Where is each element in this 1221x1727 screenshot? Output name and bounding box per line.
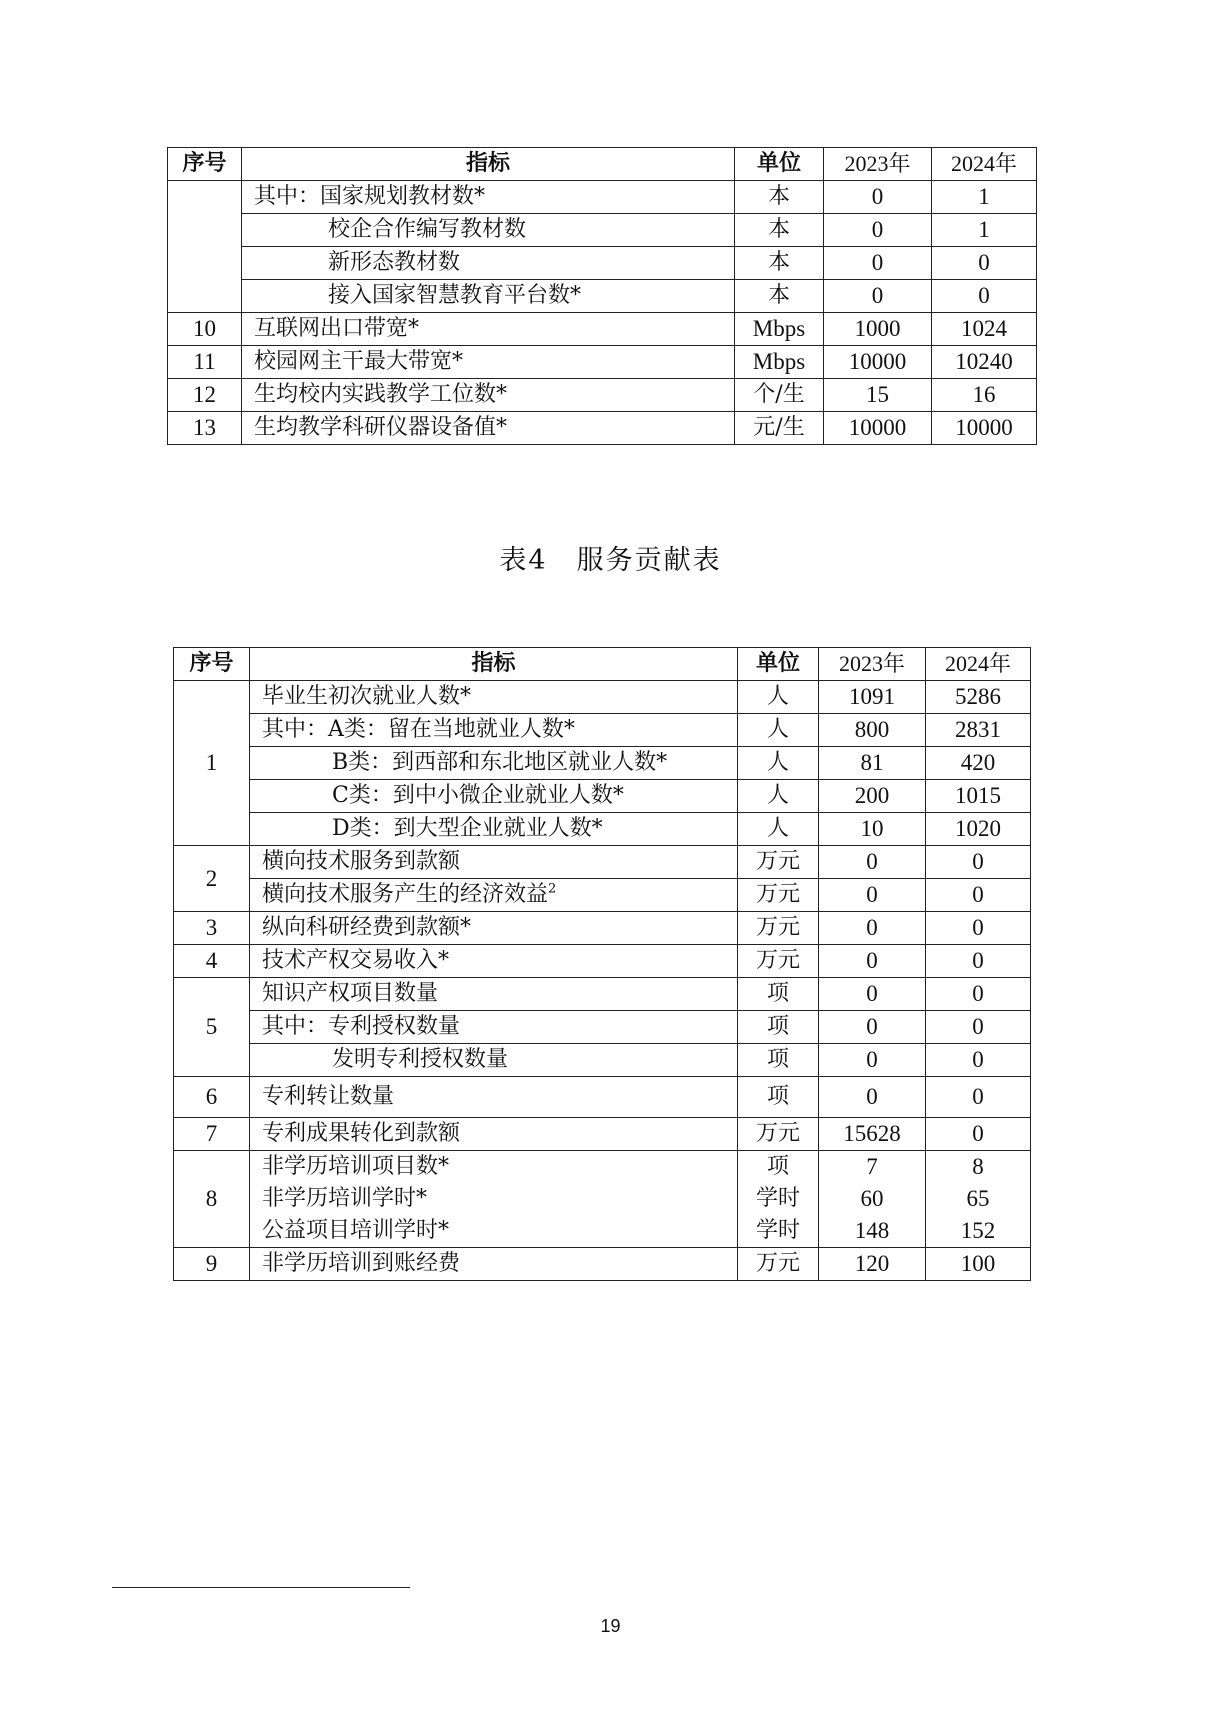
header-no: 序号 — [168, 148, 242, 181]
row-no: 13 — [168, 412, 242, 445]
table-4-caption: 表4 服务贡献表 — [499, 545, 722, 576]
table-row — [174, 747, 1031, 780]
table-header-row — [168, 148, 1037, 181]
row-2023: 7 — [819, 1151, 926, 1184]
row-2023: 10000 — [824, 412, 932, 445]
row-2023: 0 — [819, 945, 926, 978]
row-indicator-cell — [250, 879, 738, 912]
row-no: 12 — [168, 379, 242, 412]
row-unit: 学时 — [738, 1215, 819, 1248]
row-indicator: C类：到中小微企业就业人数* — [250, 780, 738, 813]
row-indicator: 接入国家智慧教育平台数* — [242, 280, 735, 313]
table-row — [168, 181, 1037, 214]
row-no: 4 — [174, 945, 250, 978]
row-unit: 人 — [738, 714, 819, 747]
header-indicator: 指标 — [242, 148, 735, 181]
table-row — [174, 1215, 1031, 1248]
row-2024: 0 — [926, 846, 1031, 879]
row-indicator: 技术产权交易收入* — [250, 945, 738, 978]
row-indicator: 非学历培训到账经费 — [250, 1248, 738, 1281]
table-row — [168, 214, 1037, 247]
row-indicator: B类：到西部和东北地区就业人数* — [250, 747, 738, 780]
row-unit: 人 — [738, 813, 819, 846]
row-2023: 0 — [819, 846, 926, 879]
row-2023: 0 — [824, 214, 932, 247]
header-2023: 2023年 — [824, 148, 932, 181]
row-2023: 81 — [819, 747, 926, 780]
table-row — [174, 1151, 1031, 1184]
footnote-divider — [112, 1587, 410, 1588]
row-2024: 8 — [926, 1151, 1031, 1184]
row-indicator: 校园网主干最大带宽* — [242, 346, 735, 379]
row-2024: 0 — [926, 879, 1031, 912]
row-indicator: D类：到大型企业就业人数* — [250, 813, 738, 846]
row-unit: 本 — [735, 181, 824, 214]
row-2023: 0 — [824, 247, 932, 280]
row-2024: 2831 — [926, 714, 1031, 747]
row-unit: 万元 — [738, 912, 819, 945]
table-row — [174, 813, 1031, 846]
table-row — [174, 846, 1031, 879]
row-indicator: 其中：A类：留在当地就业人数* — [250, 714, 738, 747]
row-indicator: 生均校内实践教学工位数* — [242, 379, 735, 412]
row-2024: 100 — [926, 1248, 1031, 1281]
table-row — [168, 379, 1037, 412]
row-unit: 万元 — [738, 846, 819, 879]
row-no: 8 — [174, 1151, 250, 1248]
header-2023: 2023年 — [819, 648, 926, 681]
row-2023: 0 — [819, 1077, 926, 1118]
table-3-continued — [167, 147, 1037, 445]
row-2024: 1024 — [932, 313, 1037, 346]
row-indicator: 公益项目培训学时* — [250, 1215, 738, 1248]
row-2024: 1 — [932, 214, 1037, 247]
row-2024: 10000 — [932, 412, 1037, 445]
row-indicator: 纵向科研经费到款额* — [250, 912, 738, 945]
row-2023: 15628 — [819, 1118, 926, 1151]
row-2024: 420 — [926, 747, 1031, 780]
row-2023: 0 — [824, 181, 932, 214]
row-indicator: 专利成果转化到款额 — [250, 1118, 738, 1151]
header-unit: 单位 — [735, 148, 824, 181]
header-indicator: 指标 — [250, 648, 738, 681]
row-no: 6 — [174, 1077, 250, 1118]
row-2023: 0 — [819, 912, 926, 945]
row-indicator: 横向技术服务到款额 — [250, 846, 738, 879]
row-unit: 项 — [738, 978, 819, 1011]
table-row — [174, 780, 1031, 813]
table-row — [174, 714, 1031, 747]
row-unit: Mbps — [735, 313, 824, 346]
row-indicator: 非学历培训项目数* — [250, 1151, 738, 1184]
row-unit: 本 — [735, 247, 824, 280]
row-2024: 0 — [926, 912, 1031, 945]
table-row — [168, 346, 1037, 379]
row-no: 1 — [174, 681, 250, 846]
table-row — [174, 912, 1031, 945]
row-2024: 10240 — [932, 346, 1037, 379]
row-indicator: 其中：专利授权数量 — [250, 1011, 738, 1044]
row-2024: 1020 — [926, 813, 1031, 846]
footnote-ref: 2 — [548, 881, 557, 897]
row-2024: 0 — [926, 1077, 1031, 1118]
table-row — [174, 1077, 1031, 1118]
row-2024: 5286 — [926, 681, 1031, 714]
table-row — [174, 1118, 1031, 1151]
row-unit: 元/生 — [735, 412, 824, 445]
row-2024: 0 — [926, 978, 1031, 1011]
row-2024: 16 — [932, 379, 1037, 412]
row-2024: 65 — [926, 1183, 1031, 1215]
row-indicator: 校企合作编写教材数 — [242, 214, 735, 247]
row-2024: 0 — [932, 280, 1037, 313]
row-2023: 148 — [819, 1215, 926, 1248]
row-indicator: 互联网出口带宽* — [242, 313, 735, 346]
row-unit: 项 — [738, 1077, 819, 1118]
row-2024: 1 — [932, 181, 1037, 214]
row-no: 10 — [168, 313, 242, 346]
row-no: 5 — [174, 978, 250, 1077]
table-row — [168, 313, 1037, 346]
row-indicator: 新形态教材数 — [242, 247, 735, 280]
row-unit: 本 — [735, 280, 824, 313]
row-2024: 0 — [926, 1044, 1031, 1077]
row-unit: 项 — [738, 1151, 819, 1184]
row-indicator: 毕业生初次就业人数* — [250, 681, 738, 714]
table-row — [174, 1183, 1031, 1215]
row-unit: 个/生 — [735, 379, 824, 412]
row-2023: 60 — [819, 1183, 926, 1215]
row-no: 9 — [174, 1248, 250, 1281]
row-2023: 0 — [819, 1011, 926, 1044]
row-2024: 0 — [932, 247, 1037, 280]
row-unit: 人 — [738, 747, 819, 780]
row-indicator: 横向技术服务产生的经济效益 — [262, 882, 549, 907]
row-2024: 0 — [926, 1011, 1031, 1044]
row-indicator: 生均教学科研仪器设备值* — [242, 412, 735, 445]
row-unit: 项 — [738, 1011, 819, 1044]
header-no: 序号 — [174, 648, 250, 681]
row-unit: 项 — [738, 1044, 819, 1077]
row-2023: 0 — [824, 280, 932, 313]
row-unit: 人 — [738, 780, 819, 813]
row-2024: 152 — [926, 1215, 1031, 1248]
row-2023: 10000 — [824, 346, 932, 379]
row-2023: 15 — [824, 379, 932, 412]
row-unit: 万元 — [738, 1248, 819, 1281]
table-row — [168, 247, 1037, 280]
table-row — [174, 681, 1031, 714]
row-no: 7 — [174, 1118, 250, 1151]
table-row — [174, 978, 1031, 1011]
row-unit: 人 — [738, 681, 819, 714]
row-unit: 学时 — [738, 1183, 819, 1215]
table-row — [168, 412, 1037, 445]
row-no: 11 — [168, 346, 242, 379]
table-4-service-contribution — [173, 647, 1031, 1281]
row-2023: 200 — [819, 780, 926, 813]
row-unit: 本 — [735, 214, 824, 247]
table-header-row — [174, 648, 1031, 681]
table-row — [168, 280, 1037, 313]
row-2024: 1015 — [926, 780, 1031, 813]
row-indicator: 专利转让数量 — [250, 1077, 738, 1118]
row-2024: 0 — [926, 1118, 1031, 1151]
row-2023: 0 — [819, 978, 926, 1011]
row-2023: 10 — [819, 813, 926, 846]
table-row — [174, 1044, 1031, 1077]
row-2023: 120 — [819, 1248, 926, 1281]
row-no: 2 — [174, 846, 250, 912]
row-unit: 万元 — [738, 1118, 819, 1151]
header-unit: 单位 — [738, 648, 819, 681]
row-indicator: 非学历培训学时* — [250, 1183, 738, 1215]
table-row — [174, 1248, 1031, 1281]
row-2023: 0 — [819, 879, 926, 912]
row-no — [168, 181, 242, 313]
table-row — [174, 1011, 1031, 1044]
row-2023: 1000 — [824, 313, 932, 346]
row-no: 3 — [174, 912, 250, 945]
row-indicator: 其中：国家规划教材数* — [242, 181, 735, 214]
row-indicator: 发明专利授权数量 — [250, 1044, 738, 1077]
row-2023: 1091 — [819, 681, 926, 714]
row-unit: Mbps — [735, 346, 824, 379]
table-row — [174, 879, 1031, 912]
row-indicator: 知识产权项目数量 — [250, 978, 738, 1011]
row-2024: 0 — [926, 945, 1031, 978]
row-unit: 万元 — [738, 945, 819, 978]
row-2023: 800 — [819, 714, 926, 747]
page-number: 19 — [600, 1616, 621, 1636]
row-unit: 万元 — [738, 879, 819, 912]
header-2024: 2024年 — [926, 648, 1031, 681]
table-row — [174, 945, 1031, 978]
row-2023: 0 — [819, 1044, 926, 1077]
header-2024: 2024年 — [932, 148, 1037, 181]
